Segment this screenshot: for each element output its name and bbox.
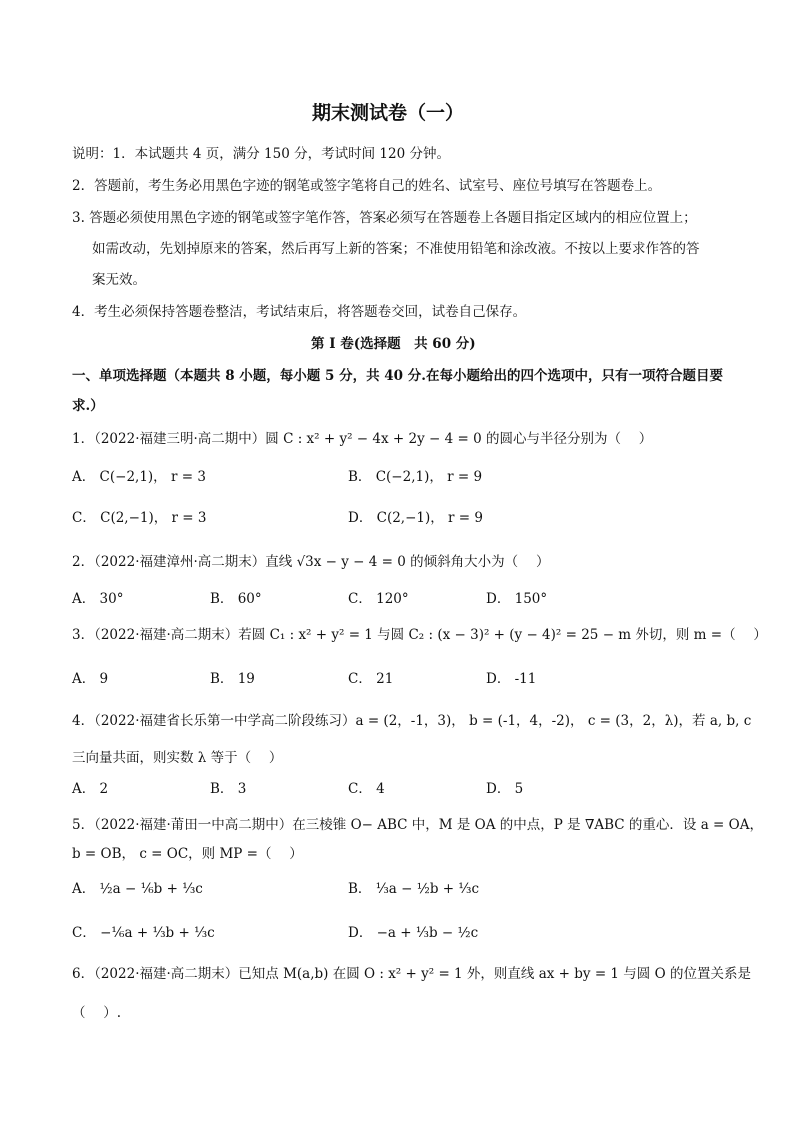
question-2-option-c: C． 120° [348,591,409,607]
question-5-stem-line2: b = OB， c = OC，则 MP =（ ） [72,846,303,862]
question-2-stem: 2．（2022·福建漳州·高二期末）直线 √3x − y − 4 = 0 的倾斜角大小为（ ） [72,554,550,570]
question-5-option-a: A． ½a − ⅙b + ⅓c [72,881,203,897]
part1-heading-line1: 一、单项选择题（本题共 8 小题，每小题 5 分，共 40 分.在每小题给出的四个选项中，只有一项符合题目要 [72,368,723,384]
part1-heading-line2: 求.） [72,398,104,414]
question-2-option-d: D． 150° [486,591,548,607]
question-2-option-a: A． 30° [72,591,124,607]
question-5-stem-line1: 5．（2022·福建·莆田一中高二期中）在三棱锥 O− ABC 中，M 是 OA 的中点，P 是 ∇ABC 的重心．设 a = OA， [72,817,763,833]
question-5-option-b: B． ⅓a − ½b + ⅓c [348,881,480,897]
question-1-option-c: C． C(2,−1)， r = 3 [72,510,207,526]
note-3a: 3. 答题必须使用黑色字迹的钢笔或签字笔作答，答案必须写在答题卷上各题目指定区域内的相应位置上； [72,210,697,226]
question-3-option-b: B． 19 [210,671,255,687]
question-6-stem-line1: 6．（2022·福建·高二期末）已知点 M(a,b) 在圆 O : x² + y² = 1 外，则直线 ax + by = 1 与圆 O 的位置关系是 [72,966,751,982]
page-title: 期末测试卷（一） [312,102,465,124]
question-3-option-d: D． -11 [486,671,537,687]
question-5-option-c: C． −⅙a + ⅓b + ⅓c [72,925,215,941]
question-1-option-b: B． C(−2,1)， r = 9 [348,469,483,485]
question-4-option-c: C． 4 [348,781,385,797]
question-3-stem: 3．（2022·福建·高二期末）若圆 C₁ : x² + y² = 1 与圆 C₂ : (x − 3)² + (y − 4)² = 25 − m 外切，则 m =（ ） [72,627,767,643]
question-4-option-b: B． 3 [210,781,247,797]
note-3b: 如需改动，先划掉原来的答案，然后再写上新的答案；不准使用铅笔和涂改液。不按以上要求作答的答 [92,241,700,257]
question-1-option-a: A． C(−2,1)， r = 3 [72,469,206,485]
question-4-option-a: A． 2 [72,781,109,797]
question-4-option-d: D． 5 [486,781,524,797]
section-title: 第 I 卷(选择题 共 60 分) [311,336,476,352]
question-4-stem-line2: 三向量共面，则实数 λ 等于（ ） [72,750,283,766]
question-4-stem-line1: 4．（2022·福建省长乐第一中学高二阶段练习）a = (2，-1，3)， b = (-1，4，-2)， c = (3，2，λ)，若 a, b, c [72,713,752,729]
note-4: 4．考生必须保持答题卷整洁，考试结束后，将答题卷交回，试卷自己保存。 [72,304,527,320]
note-3c: 案无效。 [92,272,146,288]
question-2-option-b: B． 60° [210,591,262,607]
question-5-option-d: D． −a + ⅓b − ½c [348,925,479,941]
question-6-stem-line2: （ ）. [72,1005,122,1021]
note-1: 说明：1．本试题共 4 页，满分 150 分，考试时间 120 分钟。 [72,146,450,162]
note-2: 2．答题前，考生务必用黑色字迹的钢笔或签字笔将自己的姓名、试室号、座位号填写在答题卷上。 [72,178,662,194]
question-1-option-d: D． C(2,−1)， r = 9 [348,510,483,526]
question-3-option-c: C． 21 [348,671,394,687]
question-3-option-a: A． 9 [72,671,109,687]
question-1-stem: 1．（2022·福建三明·高二期中）圆 C : x² + y² − 4x + 2y − 4 = 0 的圆心与半径分别为（ ） [72,431,653,447]
